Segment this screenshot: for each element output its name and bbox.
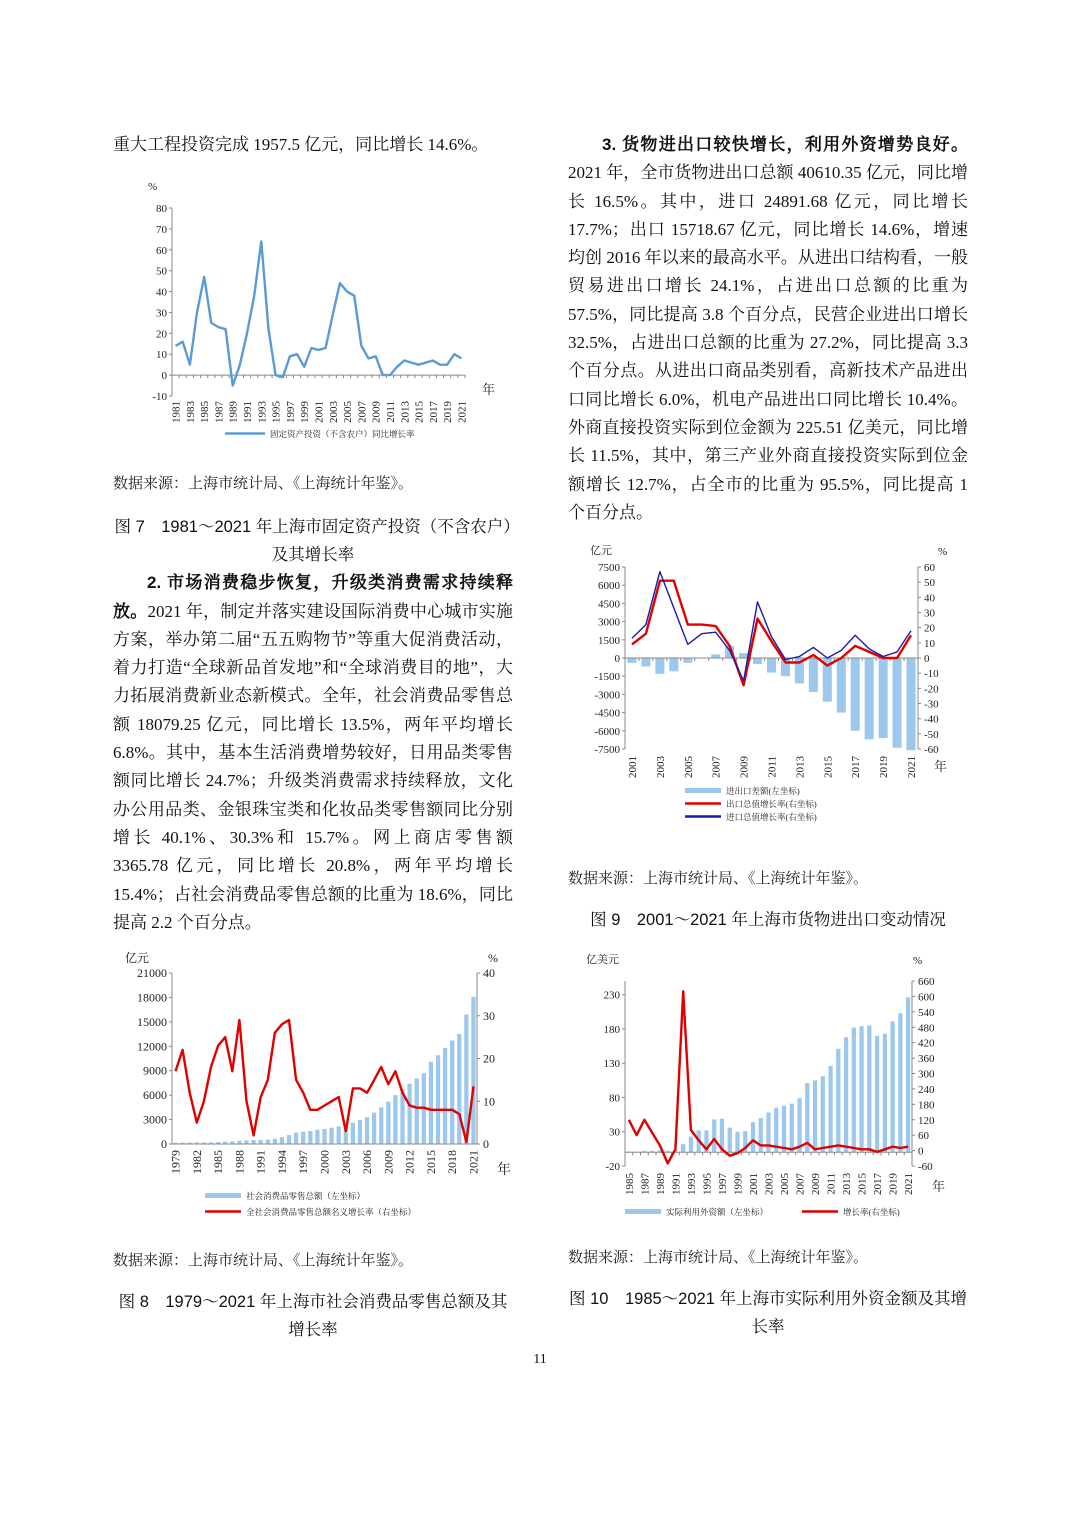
x-tick-label: 2005: [342, 401, 355, 424]
bar-2004: [351, 1123, 355, 1144]
bar-1992: [266, 1140, 270, 1144]
bar-1990: [251, 1140, 255, 1144]
bar-2021: [471, 997, 475, 1144]
right-tick-label: -30: [924, 698, 939, 711]
bar-2005: [683, 658, 692, 663]
left-tick-label: 10: [156, 349, 167, 362]
right-axis-unit: %: [488, 951, 498, 966]
bar-2005: [358, 1120, 362, 1144]
x-tick-label: 2005: [682, 756, 695, 779]
bar-2015: [429, 1062, 433, 1144]
bar-1993: [273, 1139, 277, 1144]
bar-2014: [852, 1028, 856, 1153]
x-tick-label: 2021: [466, 1150, 481, 1175]
bar-2011: [828, 1066, 832, 1152]
x-tick-label: 2007: [794, 1173, 807, 1196]
bar-2010: [393, 1095, 397, 1144]
left-tick-label: 60: [156, 245, 167, 258]
right-tick-label: 40: [924, 592, 935, 605]
left-tick-label: 70: [156, 224, 167, 237]
bar-2008: [379, 1108, 383, 1145]
x-tick-label: 2019: [878, 756, 891, 779]
bar-2004: [669, 658, 678, 671]
x-tick-label: 1988: [232, 1150, 247, 1175]
left-tick-label: 0: [161, 1137, 167, 1152]
left-tick-label: 80: [609, 1092, 620, 1105]
right-axis-unit: %: [913, 955, 923, 968]
left-tick-label: -6000: [594, 725, 620, 738]
x-tick-label: 1985: [199, 401, 212, 424]
legend-label: 实际利用外资额（左坐标）: [666, 1207, 769, 1218]
bar-2015: [859, 1026, 863, 1152]
right-tick-label: 30: [924, 607, 935, 620]
right-tick-label: 40: [483, 966, 495, 981]
right-tick-label: -50: [924, 728, 939, 741]
x-tick-label: 2012: [402, 1150, 417, 1175]
left-tick-label: -7500: [594, 744, 620, 757]
right-tick-label: -60: [924, 744, 939, 757]
bar-1993: [689, 1137, 693, 1153]
bar-2001: [627, 658, 636, 663]
x-tick-label: 1987: [213, 401, 226, 424]
x-tick-label: 1997: [284, 401, 297, 424]
bar-2000: [322, 1129, 326, 1144]
legend-label: 全社会消费品零售总额名义增长率（右坐标）: [246, 1207, 417, 1218]
right-tick-label: 240: [918, 1084, 935, 1097]
left-tick-label: 12000: [137, 1039, 167, 1054]
left-tick-label: 30: [156, 307, 167, 320]
legend-swatch: [685, 788, 721, 793]
x-tick-label: 1989: [654, 1173, 667, 1196]
x-tick-label: 1989: [227, 401, 240, 424]
fig8-source: 数据来源：上海市统计局、《上海统计年鉴》。: [113, 1253, 414, 1270]
section-heading: 2. 市场消费稳步恢复，升级类消费需求持续释放。: [113, 573, 513, 621]
x-tick-label: 1985: [211, 1150, 226, 1175]
section-body: 2021 年，全市货物进出口总额 40610.35 亿元，同比增长 16.5%。其中，进口 24891.68 亿元，同比增长 17.7%；出口 15718.67 亿元，同比增长 14.6%，增速均创 2016 年以来的最高水平。从进出口结构看，一般贸易进出口增长 24.1%，占进出口总额的比重为 57.5%，同比提高 3.8 个百分点，民营企业进出口增长 32.5%，占进出口总额的比重为 27.2%，同比提高 3.3 个百分点。从进出口商品类别看，高新技术产品进出口同比增长 6.0%，机电产品进出口同比增长 10.4%。外商直接投资实际到位金额为 225.51 亿美元，同比增长 11.5%，其中，第三产业外商直接投资实际到位金额增长 12.7%，占全市的比重为 95.5%，同比提高 1 个百分点。: [568, 163, 968, 522]
x-tick-label: 2009: [370, 401, 383, 424]
bar-2007: [372, 1113, 376, 1144]
left-tick-label: 6000: [143, 1088, 167, 1103]
x-axis-unit: 年: [482, 382, 496, 398]
x-tick-label: 1982: [189, 1150, 204, 1175]
left-tick-label: 21000: [137, 966, 167, 981]
right-tick-label: 0: [924, 653, 930, 666]
x-tick-label: 1995: [270, 401, 283, 424]
bar-2013: [415, 1079, 419, 1145]
x-tick-label: 2003: [654, 756, 667, 779]
chart-foreign-investment: [570, 944, 960, 1224]
x-tick-label: 2001: [313, 401, 326, 424]
bar-2009: [813, 1081, 817, 1153]
left-tick-label: 18000: [137, 990, 167, 1005]
left-tick-label: 50: [156, 265, 167, 278]
x-tick-label: 1991: [242, 401, 255, 424]
x-tick-label: 2009: [738, 756, 751, 779]
x-tick-label: 1999: [299, 401, 312, 424]
section-heading: 3. 货物进出口较快增长，利用外资增势良好。: [602, 135, 968, 154]
right-tick-label: 360: [918, 1053, 935, 1066]
left-tick-label: -1500: [594, 671, 620, 684]
left-tick-label: -20: [605, 1161, 620, 1174]
x-tick-label: 1987: [639, 1173, 652, 1196]
bar-2021: [906, 658, 915, 750]
bar-1998: [728, 1128, 732, 1153]
x-tick-label: 2013: [399, 401, 412, 424]
bar-2010: [753, 658, 762, 664]
x-tick-label: 2009: [810, 1173, 823, 1196]
bar-1992: [681, 1144, 685, 1152]
bar-2002: [641, 658, 650, 666]
x-tick-label: 2001: [626, 756, 639, 779]
bar-1994: [280, 1137, 284, 1144]
x-tick-label: 2011: [766, 756, 779, 778]
intro-line: 重大工程投资完成 1957.5 亿元，同比增长 14.6%。: [113, 135, 489, 154]
x-tick-label: 1995: [701, 1173, 714, 1196]
left-tick-label: 7500: [598, 562, 620, 575]
x-tick-label: 2001: [747, 1173, 760, 1196]
left-axis-unit: 亿元: [590, 545, 612, 558]
left-tick-label: 3000: [143, 1112, 167, 1127]
left-tick-label: 20: [156, 328, 167, 341]
left-tick-label: 0: [614, 653, 620, 666]
chart-retail-sales: [110, 952, 520, 1222]
right-tick-label: -10: [924, 668, 939, 681]
page-number: 11: [533, 1352, 547, 1368]
x-tick-label: 2017: [427, 401, 440, 424]
left-axis-unit: 亿元: [125, 951, 150, 966]
bar-2007: [797, 1098, 801, 1152]
bar-2020: [893, 658, 902, 748]
legend-swatch: [205, 1193, 241, 1198]
right-column: [568, 131, 968, 1341]
x-axis-unit: 年: [934, 759, 948, 775]
right-tick-label: 420: [918, 1037, 935, 1050]
bar-2021: [906, 998, 910, 1153]
bar-2006: [790, 1104, 794, 1153]
fig8-caption: 图 8 1979～2021 年上海市社会消费品零售总额及其增长率: [118, 1293, 508, 1340]
bar-2014: [809, 658, 818, 692]
x-tick-label: 2015: [856, 1173, 869, 1196]
x-tick-label: 2003: [338, 1150, 353, 1175]
left-tick-label: 3000: [598, 616, 620, 629]
bar-2017: [851, 658, 860, 731]
x-tick-label: 1997: [296, 1150, 311, 1175]
bar-2009: [739, 653, 748, 658]
left-tick-label: 80: [156, 203, 167, 216]
bar-1999: [735, 1132, 739, 1153]
right-tick-label: 600: [918, 991, 935, 1004]
right-tick-label: 60: [924, 562, 935, 575]
left-tick-label: 4500: [598, 598, 620, 611]
section-consumption: [113, 569, 513, 937]
x-tick-label: 2013: [794, 756, 807, 779]
x-tick-label: 2005: [779, 1173, 792, 1196]
x-tick-label: 2019: [442, 401, 455, 424]
x-tick-label: 2013: [841, 1173, 854, 1196]
bar-2018: [865, 658, 874, 739]
bar-2001: [329, 1128, 333, 1144]
x-tick-label: 2015: [423, 1150, 438, 1175]
right-tick-label: 0: [918, 1145, 924, 1158]
legend-label: 出口总值增长率(右坐标): [726, 799, 817, 810]
left-tick-label: 230: [603, 989, 620, 1002]
right-tick-label: 300: [918, 1068, 935, 1081]
left-column: [113, 131, 513, 1344]
chart-fixed-asset-investment: [140, 180, 500, 442]
x-tick-label: 2021: [456, 401, 469, 424]
legend-swatch: [625, 1209, 661, 1214]
x-tick-label: 1985: [623, 1173, 636, 1196]
bar-1989: [244, 1140, 248, 1144]
x-tick-label: 1997: [716, 1173, 729, 1196]
x-tick-label: 2015: [413, 401, 426, 424]
x-tick-label: 2006: [360, 1150, 375, 1175]
x-axis-unit: 年: [497, 1163, 511, 1179]
bar-2003: [655, 658, 664, 674]
left-tick-label: 15000: [137, 1015, 167, 1030]
fig9-caption: 图 9 2001～2021 年上海市货物进出口变动情况: [590, 911, 946, 930]
right-tick-label: 60: [918, 1130, 929, 1143]
right-tick-label: 120: [918, 1114, 935, 1127]
x-tick-label: 2007: [356, 401, 369, 424]
fig10-source: 数据来源：上海市统计局、《上海统计年鉴》。: [568, 1250, 869, 1267]
bar-1998: [308, 1131, 312, 1144]
x-tick-label: 2017: [850, 756, 863, 779]
x-tick-label: 1999: [732, 1173, 745, 1196]
x-tick-label: 2000: [317, 1150, 332, 1175]
bar-1995: [287, 1135, 291, 1144]
bar-1999: [315, 1130, 319, 1144]
bar-2016: [436, 1055, 440, 1144]
x-tick-label: 2021: [906, 756, 919, 779]
bar-2012: [836, 1049, 840, 1152]
left-tick-label: 0: [161, 370, 167, 383]
bar-2018: [450, 1041, 454, 1144]
bar-2002: [337, 1127, 341, 1145]
bar-2017: [443, 1048, 447, 1144]
x-tick-label: 1991: [670, 1173, 683, 1196]
bar-2005: [782, 1106, 786, 1153]
left-tick-label: -10: [152, 391, 167, 404]
bar-2017: [875, 1036, 879, 1152]
right-tick-label: 50: [924, 577, 935, 590]
legend-label: 进口总值增长率(右坐标): [726, 812, 817, 823]
chart-import-export: [570, 542, 960, 832]
bar-2007: [711, 655, 720, 659]
left-tick-label: 1500: [598, 634, 620, 647]
bar-2009: [386, 1102, 390, 1144]
right-tick-label: 480: [918, 1022, 935, 1035]
section-trade: [568, 131, 968, 527]
right-tick-label: 30: [483, 1008, 495, 1023]
fig10-caption: 图 10 1985～2021 年上海市实际利用外资金额及其增长率: [569, 1290, 967, 1337]
x-tick-label: 2007: [710, 756, 723, 779]
left-tick-label: 9000: [143, 1063, 167, 1078]
right-tick-label: 660: [918, 976, 935, 989]
bar-2018: [883, 1034, 887, 1153]
right-axis-unit: %: [938, 546, 948, 559]
x-tick-label: 1981: [170, 401, 183, 424]
x-tick-label: 1979: [168, 1150, 183, 1175]
bar-2013: [844, 1037, 848, 1152]
bar-1991: [259, 1140, 263, 1144]
fig9-source: 数据来源：上海市统计局、《上海统计年鉴》。: [568, 871, 869, 888]
left-axis-unit: %: [148, 181, 158, 194]
x-tick-label: 2015: [822, 756, 835, 779]
bar-2016: [837, 658, 846, 713]
bar-2020: [898, 1013, 902, 1152]
left-tick-label: 130: [603, 1058, 620, 1071]
bar-2016: [867, 1026, 871, 1153]
x-tick-label: 2011: [384, 401, 397, 423]
bar-1997: [301, 1132, 305, 1144]
bar-2001: [751, 1122, 755, 1152]
bar-1996: [294, 1133, 298, 1144]
x-tick-label: 1993: [685, 1173, 698, 1196]
bar-2002: [759, 1118, 763, 1152]
bar-2019: [879, 658, 888, 738]
left-tick-label: 30: [609, 1126, 620, 1139]
bar-2012: [407, 1084, 411, 1144]
bar-2006: [365, 1117, 369, 1144]
series-line: [176, 242, 462, 386]
x-tick-label: 2018: [445, 1150, 460, 1175]
right-tick-label: -60: [918, 1161, 933, 1174]
x-tick-label: 1994: [274, 1150, 289, 1175]
bar-2019: [457, 1034, 461, 1144]
section-body: 2021 年，制定并落实建设国际消费中心城市实施方案，举办第二届“五五购物节”等重大促消费活动，着力打造“全球新品首发地”和“全球消费目的地”，大力拓展消费新业态新模式。全年，社会消费品零售总额 18079.25 亿元，同比增长 13.5%，两年平均增长 6.8%。其中，基本生活消费增势较好，日用品类零售额同比增长 24.7%；升级类消费需求持续释放，文化办公用品类、金银珠宝类和化妆品类零售额同比分别增长 40.1%、30.3%和 15.7%。网上商店零售额 3365.78 亿元，同比增长 20.8%，两年平均增长 15.4%；占社会消费品零售总额的比重为 18.6%，同比提高 2.2 个百分点。: [113, 601, 513, 932]
x-tick-label: 2021: [903, 1173, 916, 1196]
right-tick-label: 10: [483, 1094, 495, 1109]
x-tick-label: 2017: [872, 1173, 885, 1196]
right-tick-label: 180: [918, 1099, 935, 1112]
legend-label: 进出口差额(左坐标): [726, 786, 800, 797]
legend-label: 社会消费品零售总额（左坐标）: [246, 1191, 366, 1202]
x-tick-label: 2019: [887, 1173, 900, 1196]
right-tick-label: 540: [918, 1006, 935, 1019]
legend-label: 固定资产投资（不含农户）同比增长率: [270, 429, 415, 440]
left-axis-unit: 亿美元: [586, 954, 619, 967]
right-tick-label: 10: [924, 637, 935, 650]
right-tick-label: 20: [483, 1051, 495, 1066]
bar-1996: [712, 1120, 716, 1153]
x-tick-label: 1991: [253, 1150, 268, 1175]
left-tick-label: -3000: [594, 689, 620, 702]
left-tick-label: 180: [603, 1024, 620, 1037]
left-tick-label: -4500: [594, 707, 620, 720]
x-tick-label: 1993: [256, 401, 269, 424]
x-tick-label: 2003: [763, 1173, 776, 1196]
x-tick-label: 2009: [381, 1150, 396, 1175]
bar-2011: [767, 658, 776, 673]
right-tick-label: 20: [924, 622, 935, 635]
x-tick-label: 2011: [825, 1173, 838, 1195]
bar-2010: [821, 1076, 825, 1152]
x-tick-label: 1983: [184, 401, 197, 424]
left-tick-label: 6000: [598, 580, 620, 593]
x-tick-label: 2003: [327, 401, 340, 424]
left-tick-label: 40: [156, 286, 167, 299]
right-tick-label: -40: [924, 713, 939, 726]
right-tick-label: 0: [483, 1137, 489, 1152]
legend-label: 增长率(右坐标): [843, 1207, 900, 1218]
x-axis-unit: 年: [932, 1179, 946, 1195]
fig7-source: 数据来源：上海市统计局、《上海统计年鉴》。: [113, 476, 414, 493]
right-tick-label: -20: [924, 683, 939, 696]
fig7-caption: 图 7 1981～2021 年上海市固定资产投资（不含农户）及其增长率: [114, 518, 512, 565]
bar-2019: [890, 1022, 894, 1153]
